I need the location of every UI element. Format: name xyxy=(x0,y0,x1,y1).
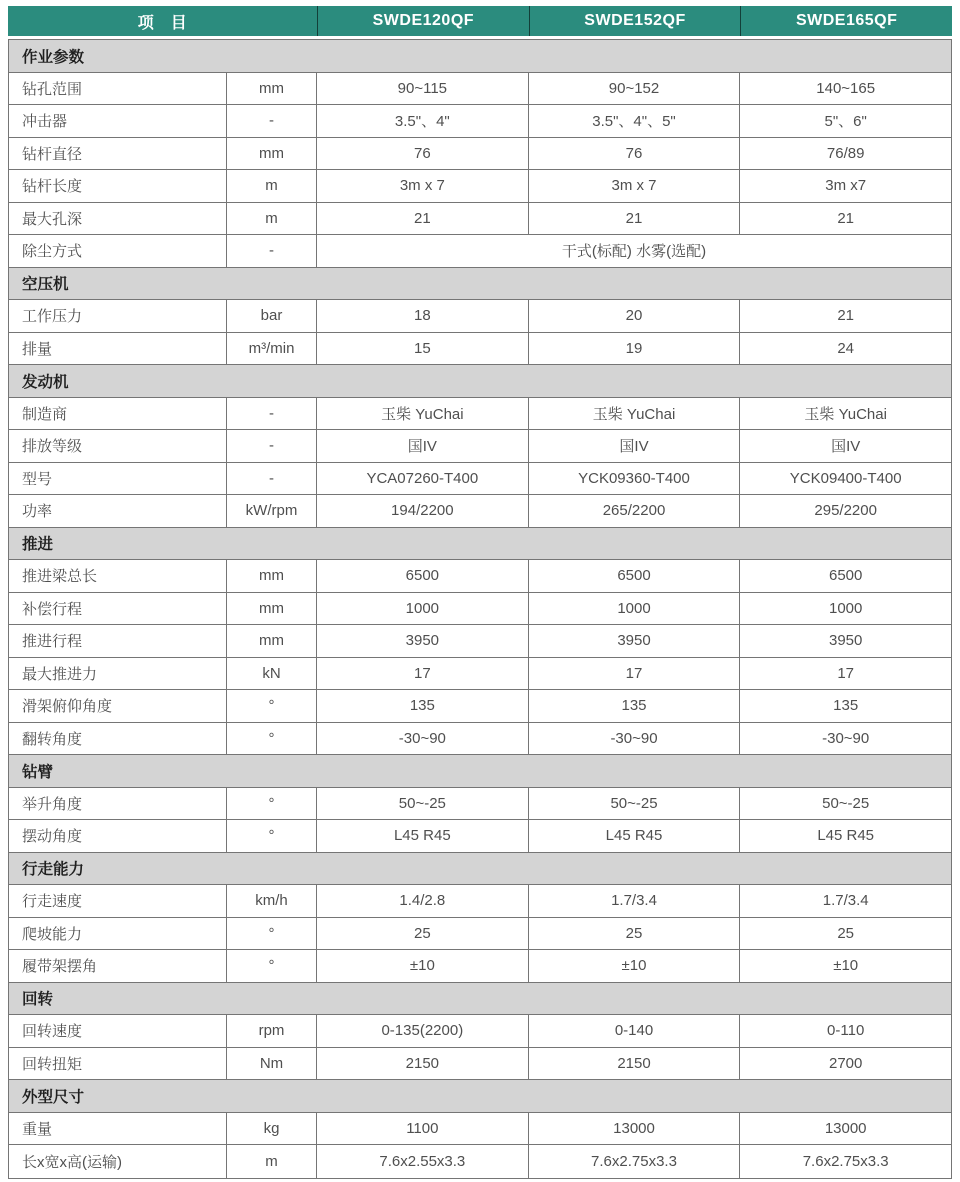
row-value-cell: 6500 xyxy=(828,567,863,585)
row-label-cell: 制造商 xyxy=(9,398,227,430)
row-label-cell: 履带架摆角 xyxy=(9,950,227,982)
row-unit-cell: - xyxy=(227,105,317,137)
row-value-cell: 玉柴 YuChai xyxy=(529,398,741,430)
section-row: 外型尺寸 xyxy=(9,1080,951,1113)
row-value-cell: 13000 xyxy=(529,1113,741,1145)
spec-row xyxy=(9,1015,951,1048)
spec-row xyxy=(9,950,951,983)
row-value-cell: YCA07260-T400 xyxy=(317,463,529,495)
spec-row xyxy=(9,333,951,366)
row-value-cell: 17 xyxy=(529,658,741,690)
row-value-cell: 19 xyxy=(529,333,741,365)
row-unit-cell: bar xyxy=(227,300,317,332)
spec-row xyxy=(9,463,951,496)
row-value-cell: 135 xyxy=(529,690,741,722)
spec-row xyxy=(9,593,951,626)
row-label-cell: 钻孔范围 xyxy=(9,73,227,105)
row-label-cell: 翻转角度 xyxy=(9,723,227,755)
row-label-cell: 最大孔深 xyxy=(9,203,227,235)
row-label-cell: 功率 xyxy=(9,495,227,527)
row-value-cell: 15 xyxy=(317,333,529,365)
row-label-cell: 排量 xyxy=(9,333,227,365)
header-item-cell: 项 目 xyxy=(137,14,188,32)
row-unit-cell: mm xyxy=(227,73,317,105)
row-unit-cell: - xyxy=(227,430,317,462)
row-value-cell: 135 xyxy=(317,690,529,722)
header-model-cell-1: SWDE120QF xyxy=(317,6,529,36)
row-unit-cell: ° xyxy=(227,820,317,852)
row-value-cell: 玉柴 YuChai xyxy=(804,405,887,423)
row-value-cell: 7.6x2.75x3.3 xyxy=(802,1152,889,1170)
spec-row xyxy=(9,820,951,853)
spec-table-body xyxy=(8,39,952,1179)
row-value-cell: 17 xyxy=(317,658,529,690)
row-unit-cell: - xyxy=(227,398,317,430)
row-value-cell: -30~90 xyxy=(822,729,870,747)
row-value-cell: 1000 xyxy=(529,593,741,625)
row-value-cell: 24 xyxy=(837,339,855,357)
row-label-cell: 冲击器 xyxy=(9,105,227,137)
row-value-cell: 0-110 xyxy=(827,1022,865,1040)
row-value-cell: -30~90 xyxy=(317,723,529,755)
row-value-cell: 7.6x2.75x3.3 xyxy=(529,1145,741,1178)
header-model-cell-2: SWDE152QF xyxy=(529,6,741,36)
row-value-cell: 6500 xyxy=(529,560,741,592)
spec-table xyxy=(8,6,952,1179)
row-value-cell: 3950 xyxy=(529,625,741,657)
row-unit-cell: mm xyxy=(227,593,317,625)
row-value-cell: 国IV xyxy=(317,430,529,462)
row-value-cell: 140~165 xyxy=(816,79,876,97)
row-value-cell: 3m x 7 xyxy=(529,170,741,202)
row-label-cell: 滑架俯仰角度 xyxy=(9,690,227,722)
row-label-cell: 推进梁总长 xyxy=(9,560,227,592)
row-value-cell: 25 xyxy=(317,918,529,950)
section-row: 作业参数 xyxy=(9,40,951,73)
row-unit-cell: ° xyxy=(227,950,317,982)
row-value-cell: 1000 xyxy=(317,593,529,625)
header-model-cell-3: SWDE165QF xyxy=(740,6,952,36)
row-value-cell: 17 xyxy=(837,664,855,682)
row-value-cell: 3.5"、4"、5" xyxy=(529,105,741,137)
row-label-cell: 长x宽x高(运输) xyxy=(9,1145,227,1178)
row-unit-cell: mm xyxy=(227,625,317,657)
row-value-cell: 2700 xyxy=(828,1054,863,1072)
row-label-cell: 推进行程 xyxy=(9,625,227,657)
row-label-cell: 重量 xyxy=(9,1113,227,1145)
spec-row xyxy=(9,105,951,138)
spec-row xyxy=(9,723,951,756)
row-value-cell: 135 xyxy=(833,697,859,715)
row-value-cell: 2150 xyxy=(317,1048,529,1080)
row-value-cell: L45 R45 xyxy=(529,820,741,852)
row-value-cell: ±10 xyxy=(529,950,741,982)
row-unit-cell: ° xyxy=(227,918,317,950)
row-value-cell: 50~-25 xyxy=(529,788,741,820)
row-value-cell: 18 xyxy=(317,300,529,332)
row-value-cell: 90~115 xyxy=(317,73,529,105)
spec-row xyxy=(9,495,951,528)
row-label-cell: 爬坡能力 xyxy=(9,918,227,950)
spec-row xyxy=(9,235,951,268)
row-unit-cell: kW/rpm xyxy=(227,495,317,527)
spec-row xyxy=(9,398,951,431)
row-unit-cell: km/h xyxy=(227,885,317,917)
row-value-cell: 21 xyxy=(317,203,529,235)
row-value-cell: 7.6x2.55x3.3 xyxy=(317,1145,529,1178)
row-value-cell: 50~-25 xyxy=(317,788,529,820)
row-value-cell: 1.7/3.4 xyxy=(822,892,869,910)
row-unit-cell: kg xyxy=(227,1113,317,1145)
spec-row xyxy=(9,788,951,821)
row-value-cell: 1.7/3.4 xyxy=(529,885,741,917)
spec-row xyxy=(9,430,951,463)
row-label-cell: 工作压力 xyxy=(9,300,227,332)
spec-row xyxy=(9,300,951,333)
row-value-cell: 1000 xyxy=(828,599,863,617)
row-unit-cell: ° xyxy=(227,788,317,820)
spec-row xyxy=(9,1113,951,1146)
section-row: 回转 xyxy=(9,983,951,1016)
row-value-cell: 90~152 xyxy=(529,73,741,105)
row-value-cell: 3m x7 xyxy=(825,177,867,195)
row-value-cell: 265/2200 xyxy=(529,495,741,527)
section-row: 行走能力 xyxy=(9,853,951,886)
row-unit-cell: mm xyxy=(227,560,317,592)
row-value-cell: 玉柴 YuChai xyxy=(317,398,529,430)
row-value-cell: 50~-25 xyxy=(822,794,870,812)
row-value-cell: 21 xyxy=(529,203,741,235)
row-value-cell: 20 xyxy=(529,300,741,332)
row-unit-cell: m xyxy=(227,170,317,202)
row-value-cell: L45 R45 xyxy=(817,827,875,845)
row-value-cell: 194/2200 xyxy=(317,495,529,527)
row-unit-cell: m xyxy=(227,1145,317,1178)
spec-row xyxy=(9,73,951,106)
row-label-cell: 回转速度 xyxy=(9,1015,227,1047)
section-row: 推进 xyxy=(9,528,951,561)
spec-row xyxy=(9,138,951,171)
row-value-cell: 76/89 xyxy=(826,144,865,162)
spec-row xyxy=(9,560,951,593)
row-label-cell: 补偿行程 xyxy=(9,593,227,625)
row-value-cell: 2150 xyxy=(529,1048,741,1080)
section-row: 发动机 xyxy=(9,365,951,398)
row-value-cell: 3.5"、4" xyxy=(317,105,529,137)
row-value-cell: 25 xyxy=(837,924,855,942)
row-unit-cell: mm xyxy=(227,138,317,170)
section-row: 空压机 xyxy=(9,268,951,301)
row-label-cell: 排放等级 xyxy=(9,430,227,462)
row-label-cell: 摆动角度 xyxy=(9,820,227,852)
row-value-cell: 国IV xyxy=(529,430,741,462)
row-value-cell: ±10 xyxy=(833,957,859,975)
row-unit-cell: rpm xyxy=(227,1015,317,1047)
row-unit-cell: Nm xyxy=(227,1048,317,1080)
spec-row xyxy=(9,1048,951,1081)
row-label-cell: 行走速度 xyxy=(9,885,227,917)
spec-row xyxy=(9,690,951,723)
row-value-cell: 3950 xyxy=(828,632,863,650)
row-label-cell: 最大推进力 xyxy=(9,658,227,690)
spec-row xyxy=(9,918,951,951)
row-value-cell: 0-135(2200) xyxy=(317,1015,529,1047)
row-label-cell: 举升角度 xyxy=(9,788,227,820)
row-value-cell: L45 R45 xyxy=(317,820,529,852)
row-label-cell: 型号 xyxy=(9,463,227,495)
row-value-cell: 1100 xyxy=(317,1113,529,1145)
row-value-cell: 76 xyxy=(317,138,529,170)
row-unit-cell: m xyxy=(227,203,317,235)
row-value-cell: -30~90 xyxy=(529,723,741,755)
spec-row xyxy=(9,885,951,918)
table-header-row xyxy=(8,6,952,36)
row-unit-cell: - xyxy=(227,463,317,495)
row-value-cell: 6500 xyxy=(317,560,529,592)
row-value-cell: YCK09400-T400 xyxy=(789,469,902,487)
row-value-cell: YCK09360-T400 xyxy=(529,463,741,495)
row-value-cell: 5"、6" xyxy=(824,113,867,131)
row-value-cell: 1.4/2.8 xyxy=(317,885,529,917)
row-unit-cell: m³/min xyxy=(227,333,317,365)
row-label-cell: 钻杆直径 xyxy=(9,138,227,170)
row-unit-cell: ° xyxy=(227,690,317,722)
section-row: 钻臂 xyxy=(9,755,951,788)
row-merged-value-cell: 干式(标配) 水雾(选配) xyxy=(561,243,707,261)
row-value-cell: 3950 xyxy=(317,625,529,657)
spec-row xyxy=(9,170,951,203)
row-value-cell: 3m x 7 xyxy=(317,170,529,202)
row-value-cell: 21 xyxy=(837,307,855,325)
row-unit-cell: kN xyxy=(227,658,317,690)
row-value-cell: 295/2200 xyxy=(814,502,877,520)
row-value-cell: 0-140 xyxy=(529,1015,741,1047)
row-unit-cell: - xyxy=(227,235,317,267)
row-value-cell: 国IV xyxy=(831,438,861,456)
row-value-cell: ±10 xyxy=(317,950,529,982)
row-value-cell: 13000 xyxy=(824,1119,867,1137)
row-unit-cell: ° xyxy=(227,723,317,755)
row-value-cell: 21 xyxy=(837,209,855,227)
row-value-cell: 76 xyxy=(529,138,741,170)
row-value-cell: 25 xyxy=(529,918,741,950)
spec-row xyxy=(9,1145,951,1178)
row-label-cell: 除尘方式 xyxy=(9,235,227,267)
spec-row xyxy=(9,625,951,658)
row-label-cell: 回转扭矩 xyxy=(9,1048,227,1080)
row-label-cell: 钻杆长度 xyxy=(9,170,227,202)
spec-row xyxy=(9,203,951,236)
spec-row xyxy=(9,658,951,691)
